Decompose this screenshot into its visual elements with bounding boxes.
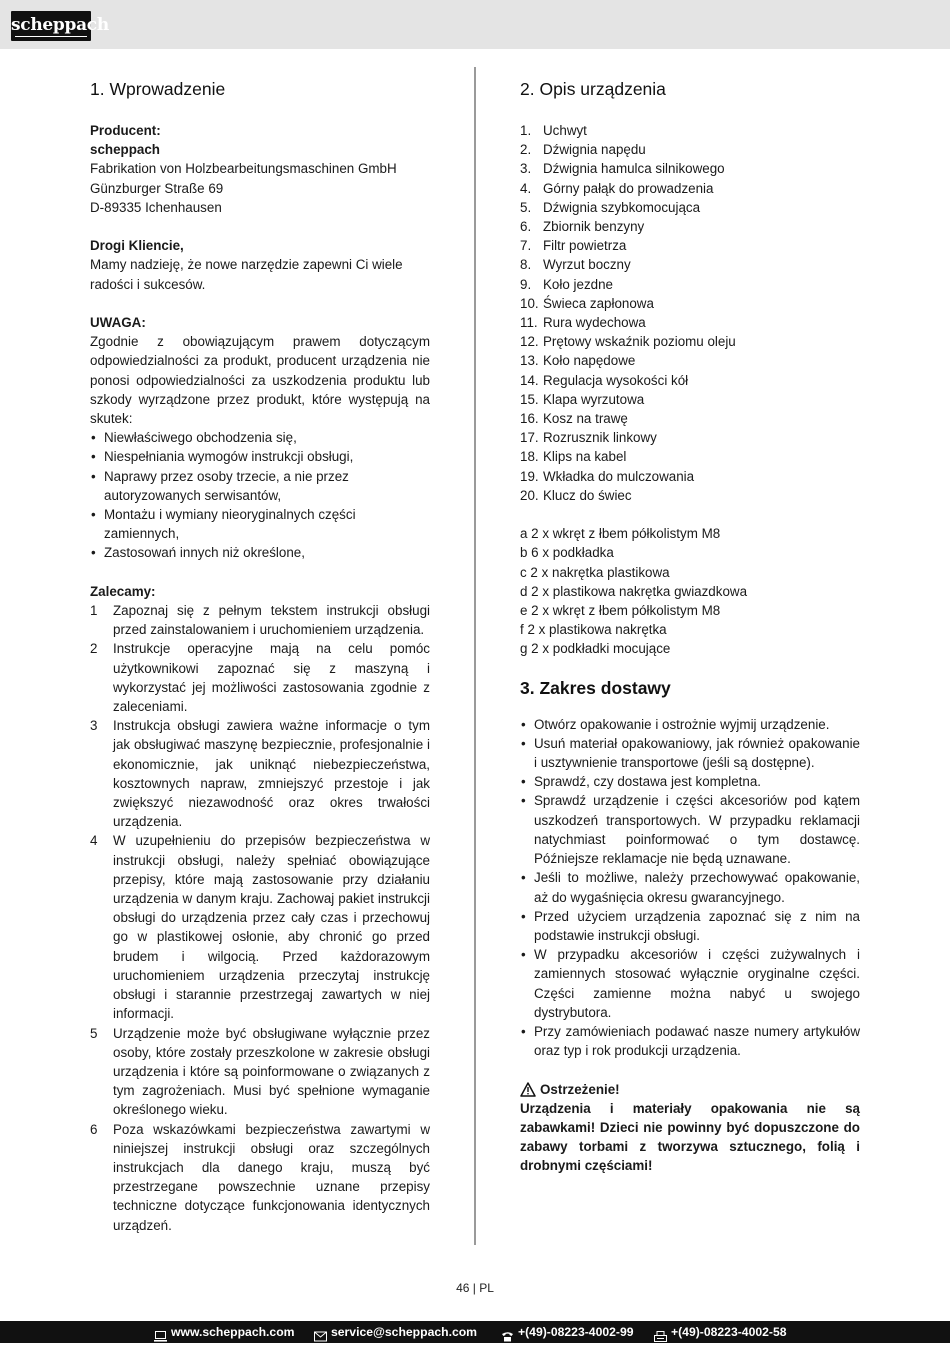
item-number: 4. (520, 180, 532, 196)
list-item (520, 467, 860, 486)
item-number: 16. (520, 411, 539, 427)
item-text: Wyrzut boczny (543, 257, 631, 273)
item-number: 5. (520, 199, 532, 215)
list-item (520, 294, 860, 313)
list-item (520, 409, 860, 428)
item-text: Dźwignia szybkomocująca (543, 199, 701, 215)
list-item (520, 447, 860, 466)
item-number: 18. (520, 449, 539, 465)
item-text: Urządzenie może być obsługiwane wyłącznie przez osoby, które zostały przeszkolone w zakresie obsługi urządzenia i które są poinformowane o związanych z tym zagrożeniach. Musi być spełnione wymaganie określonego wieku. (113, 1025, 430, 1118)
item-text: Zapoznaj się z pełnym tekstem instrukcji obsługi przed zainstalowaniem i uruchomieniem urządzenia. (113, 603, 430, 638)
item-text: Koło jezdne (543, 276, 613, 292)
item-text: Zbiornik benzyny (543, 219, 645, 235)
fax-number: +(49)-08223-4002-58 (671, 1325, 787, 1339)
warning-title: Ostrzeżenie! (540, 1081, 620, 1097)
item-text: Instrukcja obsługi zawiera ważne informacje o tym jak obsługiwać maszynę bezpiecznie, profesjonalnie i ekonomicznie, jak uniknąć niebezpieczeństwa, kosztownych napraw, zmniejszyć przestoje i jak zwiększyć niezawodność oraz okres trwałości urządzenia. (113, 718, 430, 830)
list-item: • Przy zamówieniach podawać nasze numery artykułów oraz typ i rok produkcji urządzenia. (520, 1022, 860, 1060)
greeting-text: Mamy nadzieję, że nowe narzędzie zapewni Ci wiele radości i sukcesów. (90, 257, 403, 292)
footer-email[interactable] (314, 1321, 477, 1343)
list-item: • Naprawy przez osoby trzecie, a nie przez autoryzowanych serwisantów, (90, 467, 430, 505)
list-item (90, 1024, 430, 1120)
producer-address-line: D-89335 Ichenhausen (90, 199, 222, 215)
list-item: d 2 x plastikowa nakrętka gwiazdkowa (520, 583, 748, 599)
accessories-list (520, 524, 860, 658)
item-number: 9. (520, 276, 532, 292)
computer-icon (154, 1327, 167, 1338)
list-item (520, 390, 860, 409)
scheppach-logo: scheppach (11, 11, 91, 41)
note-list (90, 428, 430, 562)
item-text: Klapa wyrzutowa (543, 391, 645, 407)
list-item: • Przed użyciem urządzenia zapoznać się z nim na podstawie instrukcji obsługi. (520, 907, 860, 945)
website-link[interactable]: www.scheppach.com (171, 1325, 295, 1339)
footer-fax (654, 1321, 787, 1343)
list-item (520, 159, 860, 178)
section-title-introduction: 1. Wprowadzenie (90, 79, 226, 99)
list-item (520, 255, 860, 274)
item-text: Świeca zapłonowa (543, 295, 654, 311)
item-number: 7. (520, 238, 532, 254)
item-number: 5 (90, 1025, 98, 1041)
item-number: 4 (90, 833, 98, 849)
list-item: • W przypadku akcesoriów i części zużywalnych i zamiennych stosować wyłącznie oryginalne części. Części zamienne można nabyć u swojego dystrybutora. (520, 945, 860, 1022)
greeting-title: Drogi Kliencie, (90, 238, 184, 254)
item-text: Uchwyt (543, 123, 587, 138)
item-number: 6. (520, 219, 532, 235)
item-number: 3 (90, 718, 98, 734)
item-number: 1. (520, 123, 532, 138)
producer-address-line: Fabrikation von Holzbearbeitungsmaschinen GmbH (90, 161, 397, 177)
list-item (520, 217, 860, 236)
list-item (90, 716, 430, 831)
section-title-delivery: 3. Zakres dostawy (520, 677, 671, 698)
phone-icon (501, 1327, 514, 1338)
list-item: a 2 x wkręt z łbem półkolistym M8 (520, 526, 721, 542)
item-text: Koło napędowe (543, 353, 636, 369)
list-item (520, 275, 860, 294)
list-item (520, 121, 860, 140)
list-item (520, 486, 860, 505)
item-number: 11. (520, 315, 538, 331)
item-text: Rura wydechowa (543, 315, 646, 331)
list-item: • Usuń materiał opakowaniowy, jak również opakowanie i usztywnienie transportowe (jeśli są dostępne). (520, 734, 860, 772)
section-title-description: 2. Opis urządzenia (520, 79, 666, 99)
list-item (90, 1120, 430, 1235)
list-item (520, 140, 860, 159)
item-number: 20. (520, 487, 539, 503)
item-text: Filtr powietrza (543, 238, 627, 254)
list-item: • Jeśli to możliwe, należy przechowywać opakowanie, aż do wygaśnięcia okresu gwarancyjnego. (520, 868, 860, 906)
fax-icon (654, 1327, 667, 1338)
producer-address-line: Günzburger Straße 69 (90, 180, 224, 196)
item-text: Poza wskazówkami bezpieczeństwa zawartymi w niniejszej instrukcji obsługi oraz szczególnych instrukcjach dla danego kraju, muszą być przestrzegane powszechnie uznane przepisy techniczne dotyczące funkcjonowania identycznych urządzeń. (113, 1121, 430, 1233)
item-text: Dźwignia napędu (543, 142, 646, 158)
item-number: 13. (520, 353, 539, 369)
producer-name: scheppach (90, 142, 160, 158)
item-text: Dźwignia hamulca silnikowego (543, 161, 725, 177)
item-number: 17. (520, 430, 539, 446)
warning-text: Urządzenia i materiały opakowania nie są zabawkami! Dzieci nie powinny być dopuszczone do zabawy torbami z tworzywa sztucznego, folią i drobnymi częściami! (520, 1100, 860, 1174)
item-number: 6 (90, 1121, 98, 1137)
list-item (520, 198, 860, 217)
note-title: UWAGA: (90, 315, 146, 330)
item-text: Wkładka do mulczowania (543, 468, 695, 484)
column-divider (474, 67, 476, 1245)
footer-phone (501, 1321, 634, 1343)
item-number: 12. (520, 334, 539, 350)
footer-website[interactable] (154, 1321, 295, 1343)
item-number: 8. (520, 257, 532, 273)
list-item: c 2 x nakrętka plastikowa (520, 564, 670, 580)
item-text: Klucz do świec (543, 487, 632, 503)
list-item: • Otwórz opakowanie i ostrożnie wyjmij urządzenie. (520, 715, 860, 734)
item-text: Prętowy wskaźnik poziomu oleju (543, 334, 736, 350)
item-text: Klips na kabel (543, 449, 627, 465)
item-text: Instrukcje operacyjne mają na celu pomóc użytkownikowi zapoznać się z maszyną i wykorzystać jej możliwości zastosowania zgodnie z zaleceniami. (113, 641, 430, 715)
page-number: 46 | PL (456, 1281, 494, 1295)
list-item: • Niewłaściwego obchodzenia się, (90, 428, 430, 447)
envelope-icon (314, 1327, 327, 1338)
note-text: Zgodnie z obowiązującym prawem dotyczącym odpowiedzialności za produkt, producent urządzenia nie ponosi odpowiedzialności za uszkodzenia produktu lub szkody wyrządzone przez produkt, które występują na skutek: (90, 334, 430, 427)
recommend-title: Zalecamy: (90, 583, 156, 599)
list-item (520, 371, 860, 390)
list-item (90, 601, 430, 639)
recommend-list (90, 601, 430, 1235)
list-item: b 6 x podkładka (520, 545, 614, 561)
email-link[interactable]: service@scheppach.com (331, 1325, 478, 1339)
header-bar (0, 0, 950, 49)
list-item: • Sprawdź, czy dostawa jest kompletna. (520, 772, 860, 791)
list-item: e 2 x wkręt z łbem półkolistym M8 (520, 603, 721, 619)
item-number: 14. (520, 372, 539, 388)
list-item (520, 351, 860, 370)
item-text: Regulacja wysokości kół (543, 372, 689, 388)
list-item: f 2 x plastikowa nakrętka (520, 622, 667, 638)
list-item: • Sprawdź urządzenie i części akcesoriów pod kątem uszkodzeń transportowych. W przypadku reklamacji natychmiast poinformować o tym dostawcę. Późniejsze reklamacje nie będą uznawane. (520, 791, 860, 868)
list-item: g 2 x podkładki mocujące (520, 641, 671, 657)
item-number: 19. (520, 468, 539, 484)
list-item (520, 428, 860, 447)
item-number: 2. (520, 142, 532, 158)
warning-triangle-icon (520, 1082, 536, 1097)
footer-bar (0, 1321, 950, 1343)
item-number: 15. (520, 391, 539, 407)
list-item (90, 639, 430, 716)
list-item (520, 236, 860, 255)
item-number: 3. (520, 161, 532, 177)
right-column (520, 76, 860, 1176)
item-text: Kosz na trawę (543, 411, 628, 427)
item-number: 10. (520, 295, 539, 311)
parts-list (520, 121, 860, 505)
item-text: Rozrusznik linkowy (543, 430, 657, 446)
item-text: Górny pałąk do prowadzenia (543, 180, 714, 196)
item-number: 1 (90, 603, 98, 619)
list-item (90, 831, 430, 1023)
producer-label: Producent: (90, 123, 161, 138)
list-item: • Montażu i wymiany nieoryginalnych części zamiennych, (90, 505, 430, 543)
list-item: • Zastosowań innych niż określone, (90, 543, 430, 562)
delivery-list (520, 715, 860, 1061)
list-item (520, 179, 860, 198)
phone-number: +(49)-08223-4002-99 (518, 1325, 634, 1339)
item-number: 2 (90, 641, 98, 657)
list-item: • Niespełniania wymogów instrukcji obsługi, (90, 447, 430, 466)
list-item (520, 332, 860, 351)
list-item (520, 313, 860, 332)
warning-heading (520, 1080, 860, 1099)
left-column (90, 76, 430, 1235)
item-text: W uzupełnieniu do przepisów bezpieczeństwa w instrukcji obsługi, należy spełniać obowiązujące przepisy, które mają zastosowanie przy działaniu urządzenia w danym kraju. Zachowaj pakiet instrukcji obsługi do urządzenia przez cały czas i przechowuj go w plastikowej osłonie, aby chronić go przed brudem i wilgocią. Przed każdorazowym uruchomieniem urządzenia przeczytaj instrukcję obsługi i starannie przestrzegaj zawartych w niej informacji. (113, 833, 430, 1022)
